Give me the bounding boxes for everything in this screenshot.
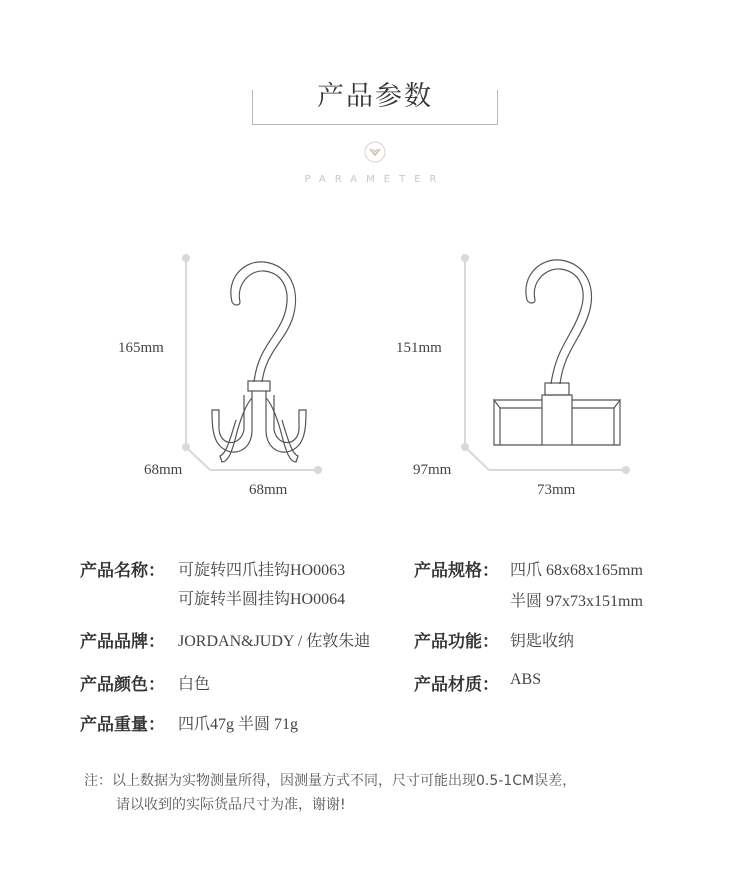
spec-brand-value: JORDAN&JUDY / 佐敦朱迪 xyxy=(178,633,371,650)
page-subtitle: PARAMETER xyxy=(304,174,446,185)
half-round-width-label: 73mm xyxy=(537,482,576,498)
spec-name-value-2: 可旋转半圆挂钩HO0064 xyxy=(178,591,346,608)
spec-weight-label: 产品重量： xyxy=(80,715,165,735)
spec-function-label: 产品功能： xyxy=(414,632,499,652)
half-round-dimension-lines xyxy=(462,255,629,473)
spec-weight-value: 四爪47g 半圆 71g xyxy=(178,716,299,733)
half-round-height-label: 151mm xyxy=(396,340,442,356)
four-claw-dimension-lines xyxy=(183,255,321,473)
note-line-2: 请以收到的实际货品尺寸为准，谢谢! xyxy=(116,797,346,813)
spec-size-label: 产品规格： xyxy=(414,561,499,581)
half-round-depth-label: 97mm xyxy=(413,462,452,478)
spec-material-value: ABS xyxy=(510,671,542,688)
four-claw-depth-label: 68mm xyxy=(144,462,183,478)
spec-name-label: 产品名称： xyxy=(80,561,165,581)
four-claw-width-label: 68mm xyxy=(249,482,288,498)
four-claw-height-label: 165mm xyxy=(118,340,164,356)
spec-material-label: 产品材质： xyxy=(414,675,499,695)
half-round-hook-drawing xyxy=(494,260,620,445)
spec-name-value-1: 可旋转四爪挂钩HO0063 xyxy=(178,562,346,579)
page-title: 产品参数 xyxy=(0,74,750,113)
spec-brand-label: 产品品牌： xyxy=(80,632,165,652)
spec-function-value: 钥匙收纳 xyxy=(510,633,575,650)
spec-color-label: 产品颜色： xyxy=(80,675,165,695)
spec-size-value-1: 四爪 68x68x165mm xyxy=(510,562,643,579)
four-claw-hook-drawing xyxy=(212,262,306,462)
spec-color-value: 白色 xyxy=(178,676,211,693)
spec-size-value-2: 半圆 97x73x151mm xyxy=(510,593,643,610)
note-line-1: 注：以上数据为实物测量所得，因测量方式不同，尺寸可能出现0.5-1CM误差， xyxy=(84,773,577,789)
